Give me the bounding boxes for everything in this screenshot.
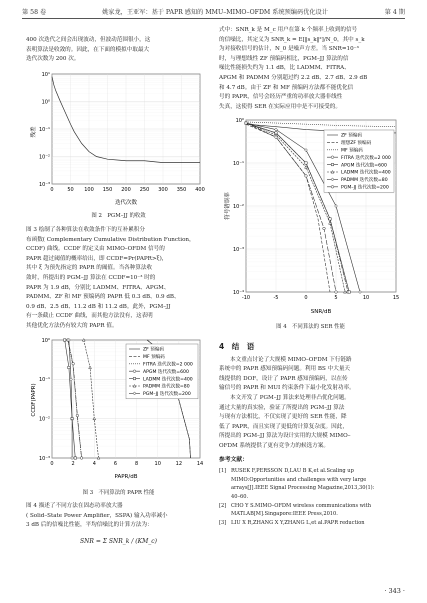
x-tick-label: 4 bbox=[92, 461, 96, 467]
y-tick-label: 10⁰ bbox=[41, 337, 50, 344]
x-tick-label: 15 bbox=[392, 295, 400, 301]
legend-label: ZF 预编码 bbox=[143, 347, 165, 353]
text-line: 噪比性能损失约为 1.1 dB，比 LADMM、FITRA、 bbox=[219, 65, 350, 72]
text-line: 图 3 绘制了各种算法在收敛条件下的互补累积分 bbox=[26, 227, 145, 233]
x-tick-label: 12 bbox=[175, 461, 183, 467]
x-tick-label: 14 bbox=[196, 461, 204, 467]
reference-item bbox=[219, 502, 402, 519]
series-marker bbox=[305, 162, 307, 164]
reference-number: [1] bbox=[219, 468, 227, 475]
text-line: 敛时，所提出的 PGM–JJ 算法在 CCDF=10⁻³ 时的 bbox=[26, 274, 156, 281]
figure-3-caption-wrap bbox=[26, 489, 211, 499]
text-line: 时，与理想线性 ZF 预编码相比，PGM–JJ 算法的信 bbox=[219, 55, 349, 62]
header-title: 姚家龙，王亚军：基于 PAPR 感知的 MMU–MIMO–OFDM 系统预编码优化设计 bbox=[102, 9, 328, 16]
text-line: 有一条截止 CCDF 曲线，而其他方法没有，这表明 bbox=[26, 313, 153, 320]
x-tick-label: 200 bbox=[121, 187, 131, 193]
x-tick-label: 8 bbox=[134, 461, 139, 467]
reference-text bbox=[231, 502, 402, 519]
x-axis-label: PAPR/dB bbox=[114, 474, 138, 480]
series-marker bbox=[275, 136, 278, 139]
figure-2-caption: 图 2 PGM–JJ 的收敛 bbox=[91, 213, 146, 219]
text-line: 号的 PAPR，信号会经历严重的功率放大器非线性 bbox=[219, 94, 343, 101]
text-line: 的信噪比，其定义为 SNR_k = E[‖s_k‖²]/N_0，其中 s_k bbox=[219, 36, 365, 43]
left-para-3 bbox=[26, 502, 211, 548]
series-marker bbox=[80, 457, 83, 460]
series-marker bbox=[76, 414, 79, 417]
y-tick-label: 10⁰ bbox=[235, 117, 244, 124]
legend-label: PADMM 迭代次数=80 bbox=[143, 384, 190, 390]
legend-label: LADMM 迭代次数=400 bbox=[341, 170, 391, 176]
x-tick-label: 0 bbox=[304, 295, 308, 301]
legend-label: LADMM 迭代次数=400 bbox=[143, 377, 193, 383]
series-marker bbox=[331, 156, 334, 159]
text-line: 与现有方法相比，不仅实现了更好的 SER 性能，降 bbox=[219, 414, 347, 421]
text-line: 表明算法是收敛的。因此，在下面的模拟中取最大 bbox=[26, 46, 150, 53]
text-line: 式中：SNR_k 是 M_c 用户在第 k 个频率上收到的信号 bbox=[219, 27, 358, 33]
reference-line: LIU X R,ZHANG X Y,ZHANG L,et al.PAPR reduction bbox=[231, 519, 365, 526]
legend-label: 理想ZF 预编码 bbox=[341, 141, 372, 147]
text-line: PADMM、ZF 和 MF 预编码的 PAPR 低 0.3 dB、0.9 dB、 bbox=[26, 294, 180, 301]
series-marker bbox=[133, 377, 135, 379]
figure-3-caption: 图 3 不同算法的 PAPR 性能 bbox=[82, 490, 155, 496]
y-tick-label: 10⁻² bbox=[38, 154, 50, 161]
legend-label: FITRA 迭代次数=2 000 bbox=[341, 155, 391, 161]
text-line: 系统中的 PAPR 感知预编码问题。利用 BS 中大量天 bbox=[219, 366, 351, 373]
series-marker bbox=[74, 457, 76, 459]
x-tick-label: 350 bbox=[176, 187, 187, 193]
section-title: 4 结 语 bbox=[219, 342, 255, 351]
y-axis-label: 残差 bbox=[31, 126, 37, 138]
text-line: 其他优化方法仍有较大的 PAPR 值。 bbox=[26, 322, 118, 329]
text-line: 失真，这使得 SER 在实际应用中是不可接受的。 bbox=[219, 103, 341, 110]
figure-2-convergence-chart bbox=[28, 70, 206, 210]
x-tick-label: 0 bbox=[50, 461, 54, 467]
text-line: 布函数( Complementary Cumulative Distribution Function， bbox=[26, 236, 195, 243]
series-marker bbox=[331, 186, 334, 189]
x-tick-label: 100 bbox=[84, 187, 94, 193]
right-para-1 bbox=[219, 26, 402, 112]
snr-equation: SNR = Σ SNR_k / (KM_c) bbox=[80, 537, 157, 545]
y-tick-label: 10⁻² bbox=[38, 416, 50, 423]
legend-label: ZF 预编码 bbox=[341, 133, 363, 139]
x-tick-label: 6 bbox=[113, 461, 118, 467]
y-axis-label: CCDF(PAPR) bbox=[31, 383, 37, 417]
left-para-1 bbox=[26, 36, 211, 65]
text-line: 输信号的 PAPR 和 MUI 约束条件下最小化发射功率。 bbox=[219, 385, 355, 392]
text-line: ( Solid–State Power Amplifier，SSPA) 输入功率减小 bbox=[26, 512, 168, 519]
series-marker bbox=[133, 370, 136, 373]
text-line: 通过大量的真实验，验证了所提出的 PGM–JJ 算法 bbox=[219, 404, 345, 411]
text-line: APGM 和 PADMM 分别超过约 2.2 dB、2.7 dB、2.9 dB bbox=[219, 74, 368, 81]
left-para-2 bbox=[26, 226, 211, 332]
reference-line: MIMO:Opportunities and challenges with very large bbox=[231, 476, 367, 483]
x-tick-label: 2 bbox=[71, 461, 75, 467]
text-line: 图 4 描述了不同方法在固态功率放大器 bbox=[26, 503, 123, 509]
text-line: 线提供的 DOF，设计了 PAPR 感知预编码，以在传 bbox=[219, 375, 348, 382]
x-tick-label: -5 bbox=[273, 295, 279, 301]
reference-text bbox=[231, 467, 402, 501]
y-tick-label: 10⁻¹ bbox=[38, 126, 50, 133]
y-tick-label: 10⁻¹ bbox=[232, 160, 244, 167]
series-marker bbox=[331, 163, 333, 165]
text-line: 所提出的 PGM–JJ 算法为设计实用的大规模 MIMO– bbox=[219, 433, 351, 440]
legend-label: APGM 迭代次数=600 bbox=[143, 369, 189, 375]
series-marker bbox=[63, 339, 65, 341]
reference-line: CHO Y S.MIMO–OFDM wireless communications with bbox=[231, 502, 372, 509]
series-marker bbox=[68, 366, 70, 368]
legend-label: MF 预编码 bbox=[143, 355, 165, 361]
text-line: 和 4.7 dB。由于 ZF 和 MF 预编码方法都不能优化信 bbox=[219, 84, 354, 91]
text-line: 本文重点讨论了大规模 MIMO–OFDM 下行链路 bbox=[230, 356, 352, 363]
x-tick-label: 0 bbox=[50, 187, 54, 193]
y-tick-label: 10¹ bbox=[41, 71, 50, 78]
x-tick-label: 250 bbox=[139, 187, 150, 193]
reference-line: RUSEK F,PERSSON D,LAU B K,et al.Scaling up bbox=[231, 468, 354, 475]
y-tick-label: 10⁻³ bbox=[38, 181, 50, 188]
text-line: 其中 ξ 为预先指定的 PAPR 的阈值。当各种算法收 bbox=[26, 265, 153, 272]
figure-4-caption-wrap bbox=[219, 323, 402, 333]
legend-label: FITRA 迭代次数=2 000 bbox=[143, 362, 193, 368]
y-tick-label: 10⁻¹ bbox=[38, 377, 50, 384]
x-tick-label: 50 bbox=[67, 187, 74, 193]
text-line: 为对接收信号的估计，N_0 是噪声方差。当 SNR=10⁻³ bbox=[219, 46, 359, 53]
series-marker bbox=[305, 175, 308, 178]
header-volume: 第 58 卷 bbox=[22, 9, 47, 16]
series-marker bbox=[335, 291, 338, 294]
x-tick-label: 150 bbox=[102, 187, 113, 193]
references-title: 参考文献： bbox=[219, 456, 248, 463]
x-axis-label: SNR/dB bbox=[310, 309, 332, 315]
x-tick-label: 10 bbox=[154, 461, 161, 467]
y-tick-label: 10⁻³ bbox=[38, 455, 50, 462]
x-tick-label: 5 bbox=[334, 295, 338, 301]
legend-label: PGM–JJ 迭代次数=200 bbox=[341, 185, 389, 191]
series-marker bbox=[329, 218, 331, 220]
reference-item bbox=[219, 467, 402, 501]
text-line: PAPR 超过阈值的概率给出，即 CCDF=Pr(PAPR>ξ)， bbox=[26, 255, 168, 262]
reference-line: 40–60. bbox=[231, 493, 249, 500]
y-tick-label: 10⁻⁴ bbox=[232, 289, 244, 296]
y-tick-label: 10⁻³ bbox=[232, 246, 244, 253]
text-line: 0.9 dB、2.5 dB、11.2 dB 和 11.2 dB。此外，PGM–JJ bbox=[26, 303, 171, 310]
text-line: PAPR 为 1.9 dB，分别比 LADMM、FITRA、APGM、 bbox=[26, 284, 170, 291]
figure-4-ser-chart bbox=[222, 116, 402, 320]
series-marker bbox=[348, 291, 350, 293]
legend-label: PADMM 迭代次数=80 bbox=[341, 178, 388, 184]
x-tick-label: -10 bbox=[241, 295, 251, 301]
text-line: 迭代次数为 200 次。 bbox=[26, 56, 80, 63]
reference-line: MATLAB[M].Singapore:IEEE Press,2010. bbox=[231, 511, 338, 518]
text-line: 3 dB 后的信噪比性能，平均信噪比的计算方法为： bbox=[26, 522, 153, 529]
figure-2-caption-wrap bbox=[26, 212, 211, 222]
y-axis-label: 符号错误率 bbox=[225, 192, 231, 220]
reference-number: [3] bbox=[219, 519, 227, 526]
reference-number: [2] bbox=[219, 502, 227, 509]
series-marker bbox=[245, 122, 248, 125]
x-tick-label: 10 bbox=[362, 295, 370, 301]
reference-text bbox=[231, 519, 402, 528]
x-tick-label: 300 bbox=[158, 187, 168, 193]
legend-label: MF 预编码 bbox=[341, 148, 363, 154]
figure-3-papr-chart bbox=[28, 336, 206, 486]
text-line: 低了 PAPR，而且实现了更低的计算复杂度。因此， bbox=[219, 423, 348, 430]
text-line: OFDM 系统提供了更有竞争力的候选方案。 bbox=[219, 442, 329, 449]
header-issue: 第 4 期 bbox=[384, 9, 405, 16]
text-line: 400 次迭代之间会出现波动，但波动范围很小，这 bbox=[26, 37, 151, 43]
legend-label: PGM–JJ 迭代次数=200 bbox=[143, 392, 191, 398]
series-marker bbox=[323, 227, 326, 230]
conclusion-section bbox=[219, 336, 402, 527]
y-tick-label: 10⁻² bbox=[232, 203, 244, 210]
text-line: CCDF) 曲线。CCDF 的定义由 MIMO–OFDM 信号的 bbox=[26, 246, 165, 253]
legend-label: APGM 迭代次数=600 bbox=[341, 163, 387, 169]
text-line: 本文开发了 PGM–JJ 算法来处理非凸优化问题。 bbox=[230, 394, 350, 401]
series-marker bbox=[72, 362, 75, 365]
header-rule bbox=[22, 18, 405, 19]
page-number: · 343 · bbox=[384, 587, 405, 595]
reference-item bbox=[219, 519, 402, 528]
x-tick-label: 400 bbox=[195, 187, 205, 193]
x-axis-label: 迭代次数 bbox=[114, 200, 138, 206]
figure-4-caption: 图 4 不同算法的 SER 性能 bbox=[276, 324, 345, 330]
series-marker bbox=[82, 339, 85, 342]
reference-line: arrays[J].IEEE Signal Processing Magazine,2013,30(1): bbox=[231, 485, 375, 492]
y-tick-label: 10⁰ bbox=[41, 99, 50, 106]
